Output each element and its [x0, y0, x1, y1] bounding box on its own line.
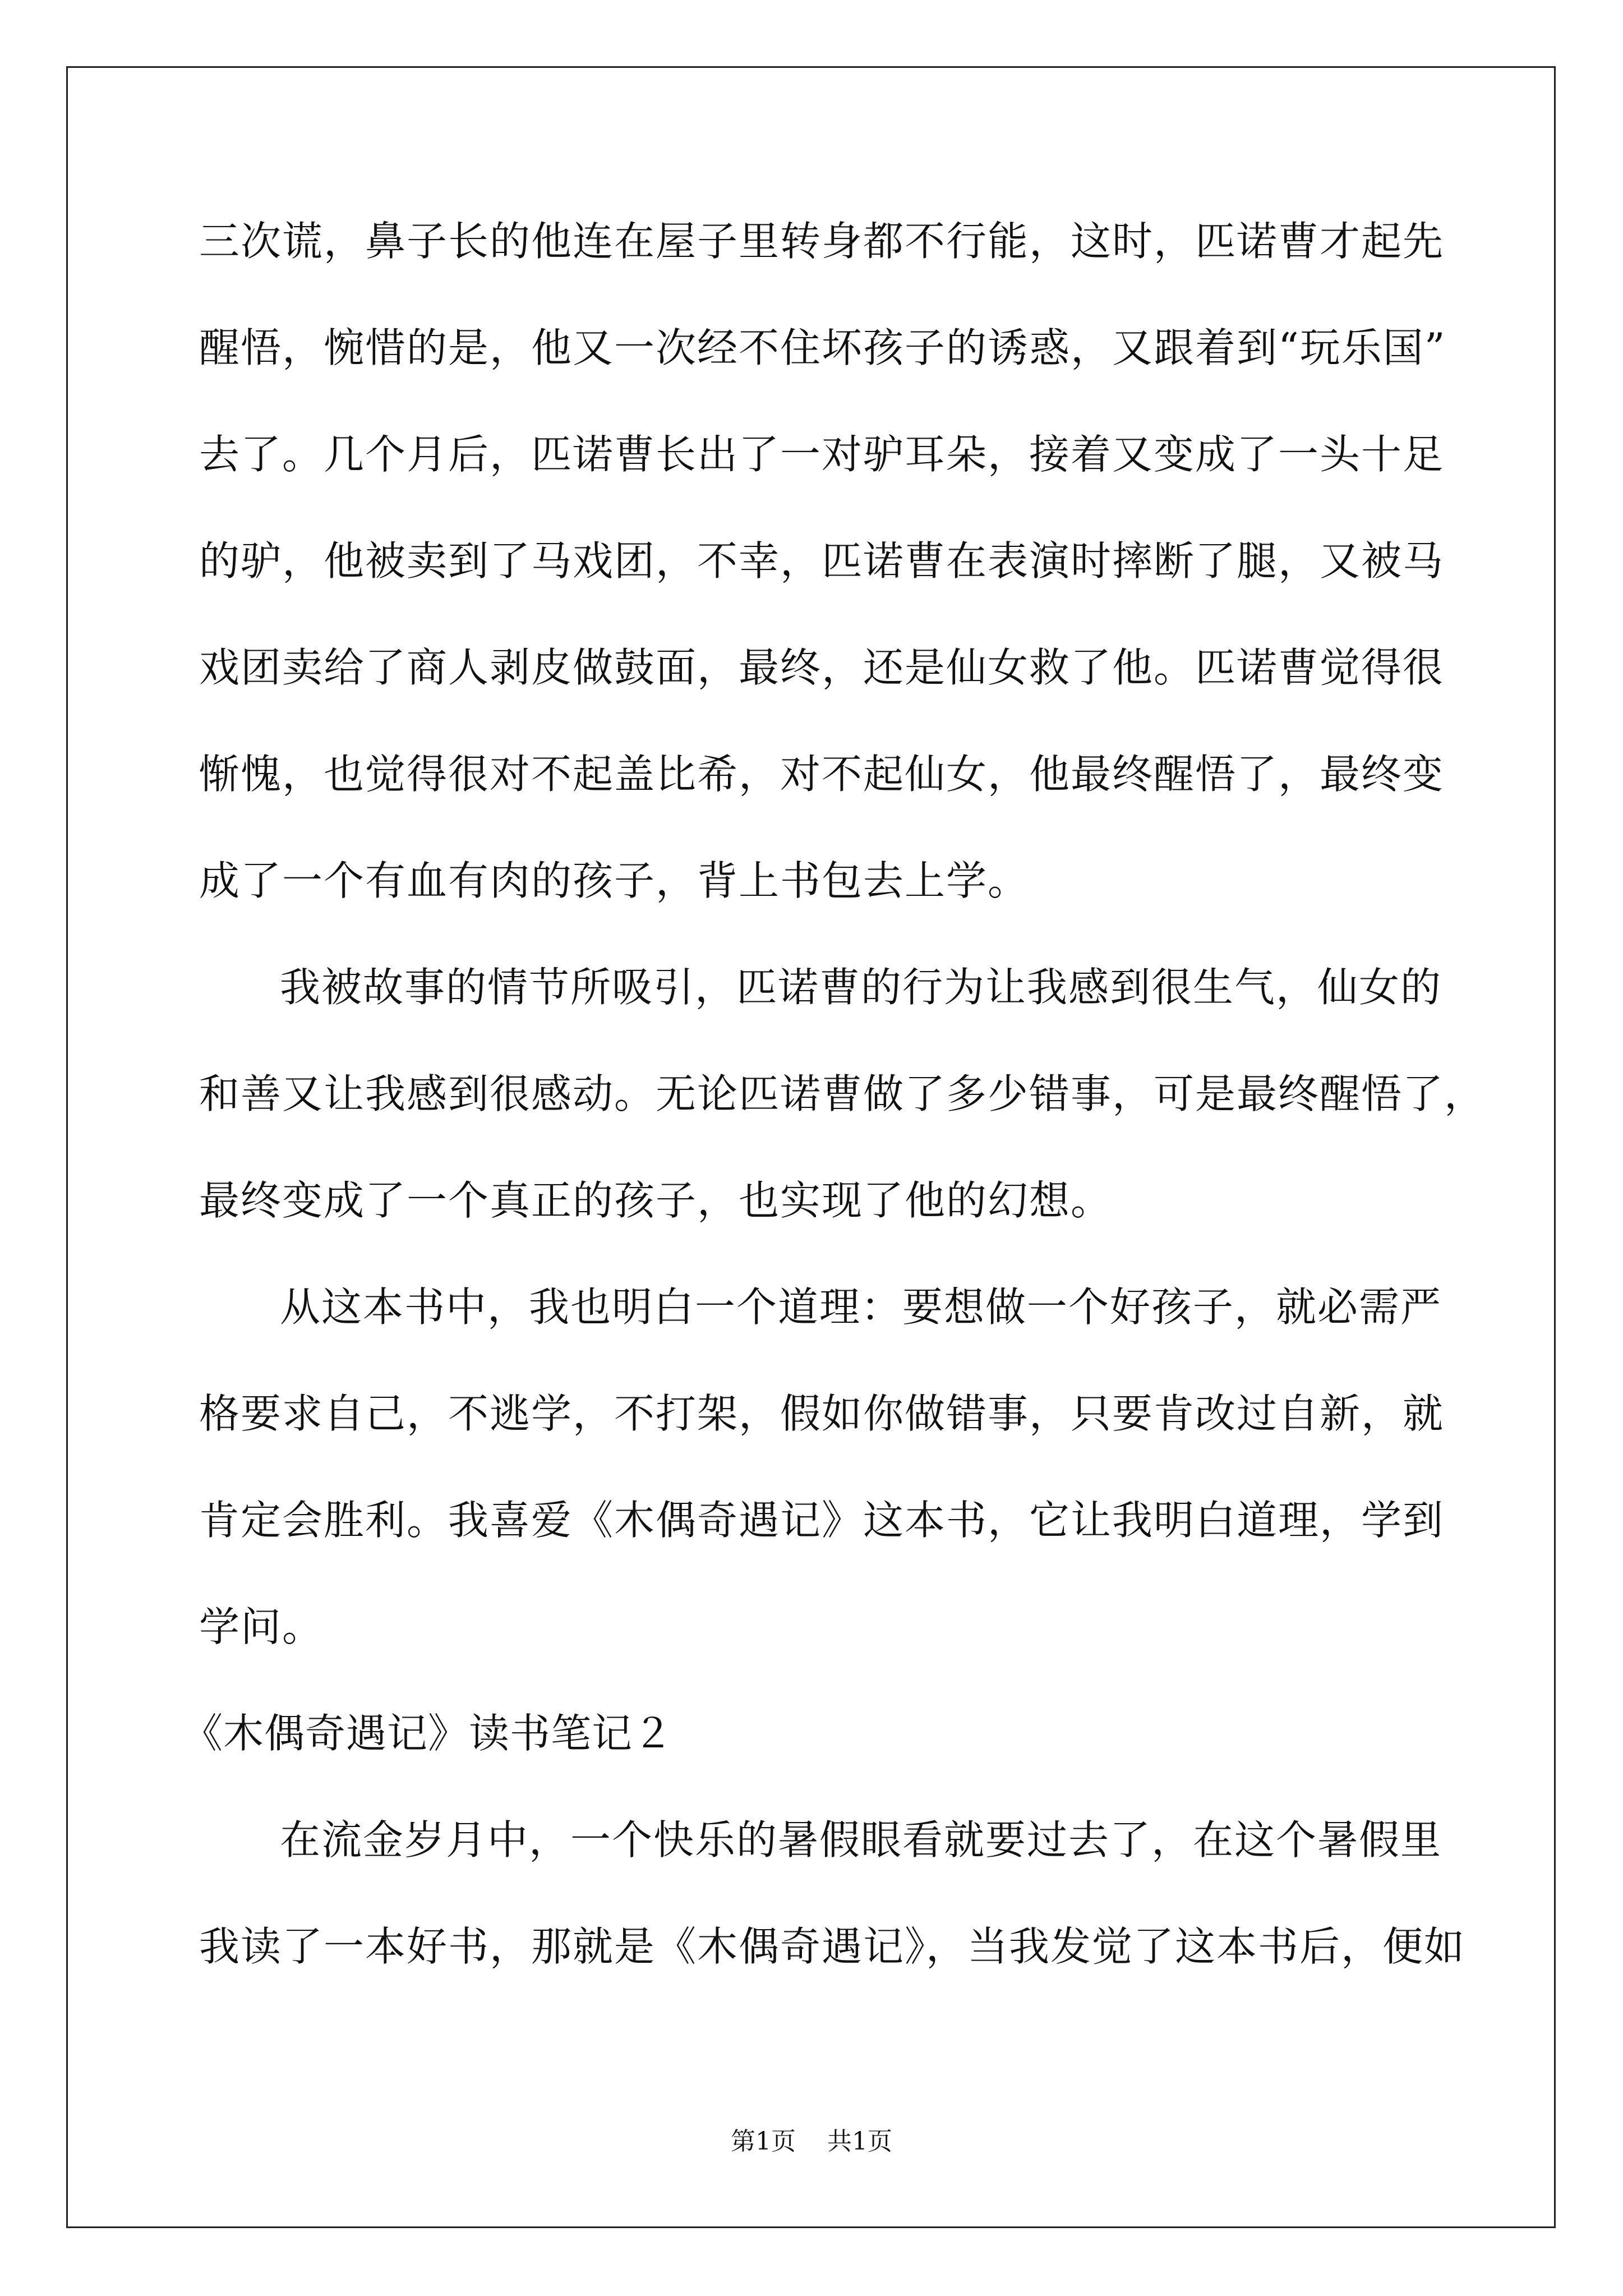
text-line: 的驴，他被卖到了马戏团，不幸，匹诺曹在表演时摔断了腿，又被马	[199, 537, 1445, 585]
text-line: 去了。几个月后，匹诺曹长出了一对驴耳朵，接着又变成了一头十足	[199, 431, 1445, 478]
page-border	[66, 66, 1556, 2228]
paragraph-start-line: 从这本书中，我也明白一个道理：要想做一个好孩子，就必需严	[280, 1283, 1442, 1331]
text-line: 成了一个有血有肉的孩子，背上书包去上学。	[199, 857, 1030, 904]
section-heading: 《木偶奇遇记》读书笔记２	[182, 1710, 674, 1757]
page-total: 共1页	[827, 2127, 892, 2156]
text-line: 肯定会胜利。我喜爱《木偶奇遇记》这本书，它让我明白道理，学到	[199, 1497, 1445, 1544]
page-number: 第1页	[731, 2127, 796, 2156]
text-line: 三次谎，鼻子长的他连在屋子里转身都不行能，这时，匹诺曹才起先	[199, 218, 1445, 265]
text-line: 和善又让我感到很感动。无论匹诺曹做了多少错事，可是最终醒悟了，	[199, 1070, 1486, 1117]
text-line: 学问。	[199, 1603, 324, 1650]
text-line: 最终变成了一个真正的孩子，也实现了他的幻想。	[199, 1177, 1113, 1224]
paragraph-start-line: 在流金岁月中，一个快乐的暑假眼看就要过去了，在这个暑假里	[280, 1816, 1442, 1864]
text-line: 戏团卖给了商人剥皮做鼓面，最终，还是仙女救了他。匹诺曹觉得很	[199, 644, 1445, 691]
paragraph-start-line: 我被故事的情节所吸引，匹诺曹的行为让我感到很生气，仙女的	[280, 964, 1442, 1011]
text-line: 醒悟，惋惜的是，他又一次经不住坏孩子的诱惑，又跟着到“玩乐国”	[199, 324, 1446, 371]
text-line: 我读了一本好书，那就是《木偶奇遇记》，当我发觉了这本书后，便如	[199, 1923, 1466, 1970]
text-line: 格要求自己，不逃学，不打架，假如你做错事，只要肯改过自新，就	[199, 1390, 1445, 1437]
page-footer	[0, 2125, 1623, 2159]
text-line: 惭愧，也觉得很对不起盖比希，对不起仙女，他最终醒悟了，最终变	[199, 751, 1445, 798]
